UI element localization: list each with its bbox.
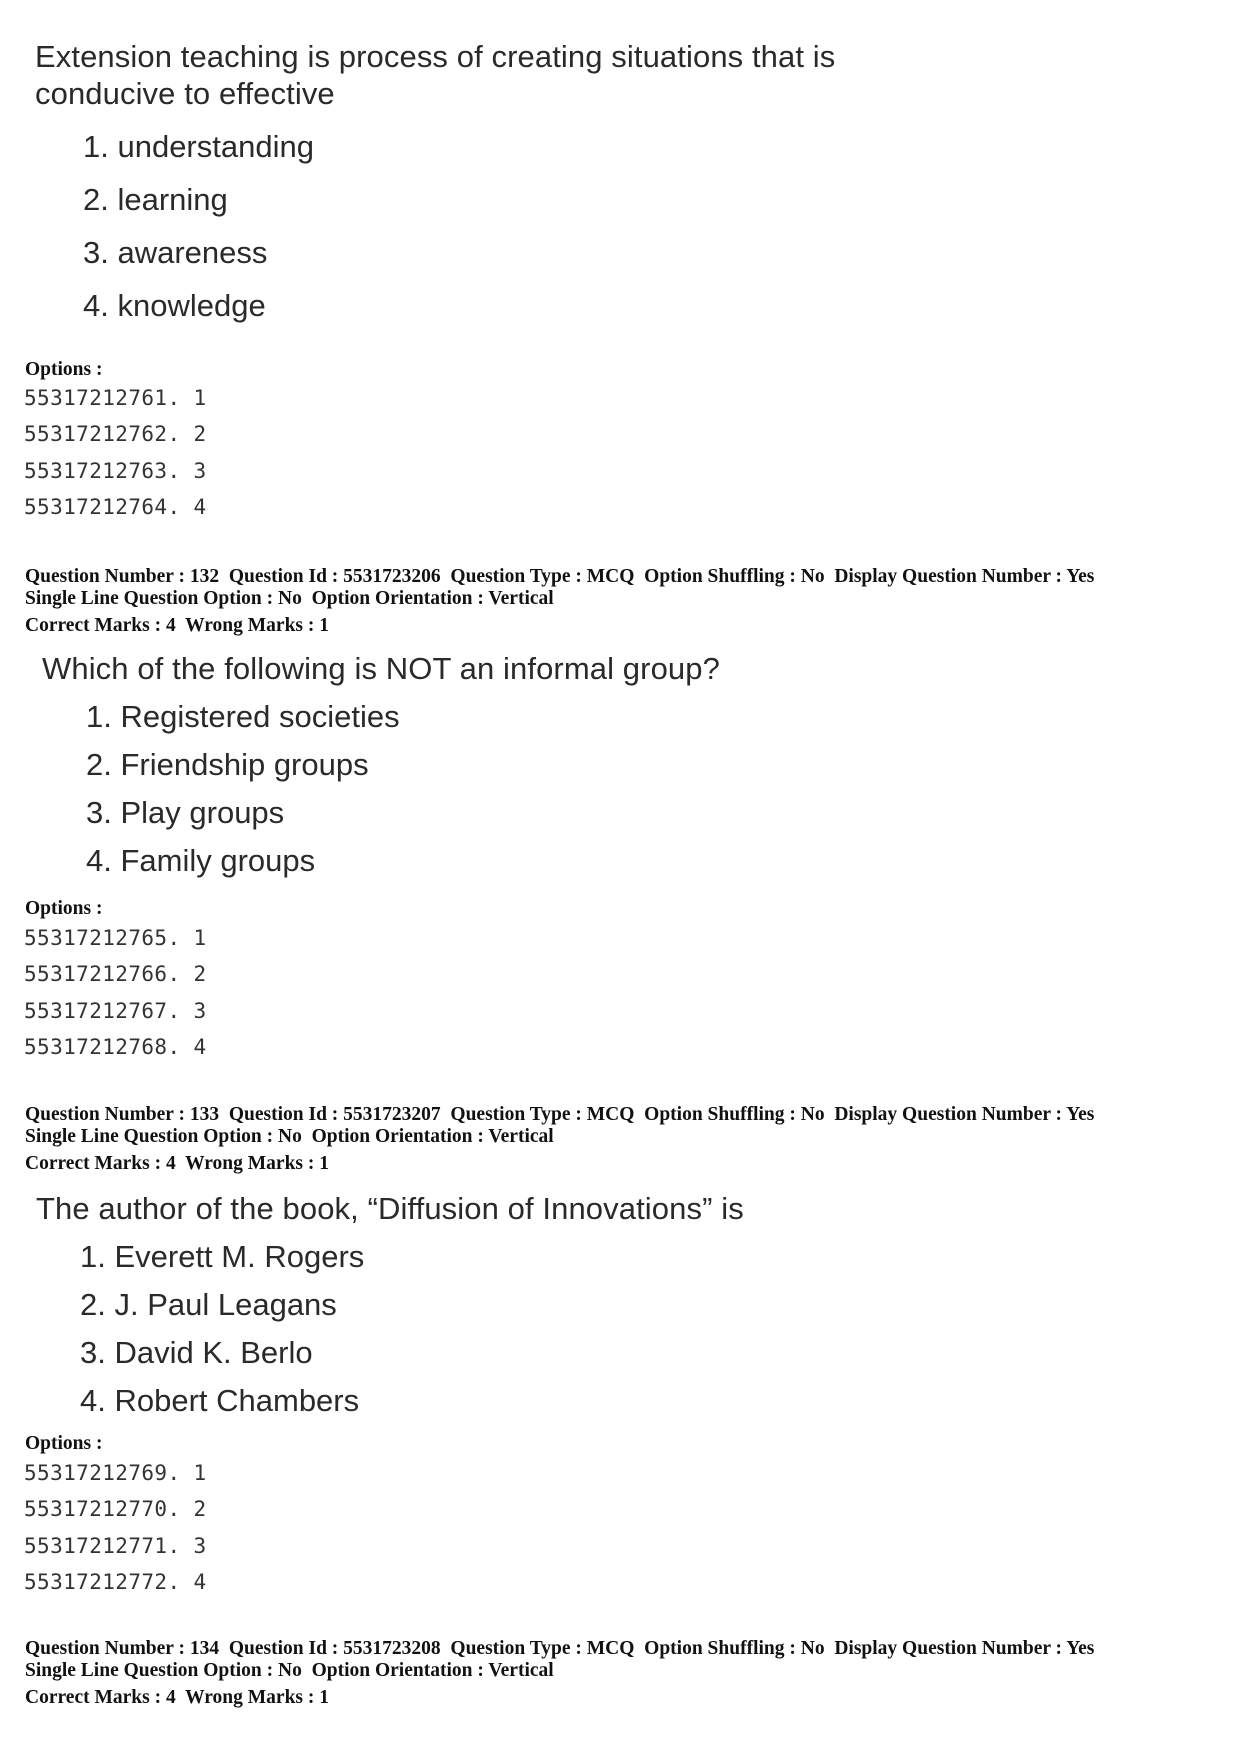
question-131-choice-2: 2. learning [83, 182, 228, 217]
question-132-choice-3: 3. Play groups [86, 795, 285, 830]
question-133-options-label: Options : [25, 1433, 103, 1454]
question-132-stem: Which of the following is NOT an informal group? [42, 651, 720, 686]
question-132-marks: Correct Marks : 4 Wrong Marks : 1 [25, 615, 330, 636]
question-134-marks: Correct Marks : 4 Wrong Marks : 1 [25, 1687, 330, 1708]
question-131-choice-3: 3. awareness [83, 235, 268, 270]
question-132-option-id-3: 55317212767. 3 [24, 999, 207, 1023]
question-131-option-id-4: 55317212764. 4 [24, 495, 207, 519]
question-133-stem: The author of the book, “Diffusion of Innovations” is [36, 1191, 744, 1226]
question-132-option-id-1: 55317212765. 1 [24, 926, 207, 950]
question-132-option-id-4: 55317212768. 4 [24, 1035, 207, 1059]
question-133-meta-line-1: Question Number : 133 Question Id : 5531723207 Question Type : MCQ Option Shuffling : No Display Question Number : Yes [25, 1104, 1095, 1125]
question-133-meta-line-2: Single Line Question Option : No Option Orientation : Vertical [25, 1126, 554, 1147]
question-133-choice-1: 1. Everett M. Rogers [80, 1239, 365, 1274]
question-132-choice-2: 2. Friendship groups [86, 747, 369, 782]
question-132-meta-line-1: Question Number : 132 Question Id : 5531723206 Question Type : MCQ Option Shuffling : No Display Question Number : Yes [25, 566, 1095, 587]
question-131-option-id-1: 55317212761. 1 [24, 386, 207, 410]
question-133-option-id-2: 55317212770. 2 [24, 1497, 207, 1521]
question-131-option-id-3: 55317212763. 3 [24, 459, 207, 483]
question-133-choice-3: 3. David K. Berlo [80, 1335, 313, 1370]
question-131-options-label: Options : [25, 359, 103, 380]
question-133-option-id-3: 55317212771. 3 [24, 1534, 207, 1558]
question-132-choice-4: 4. Family groups [86, 843, 316, 878]
question-132-choice-1: 1. Registered societies [86, 699, 400, 734]
question-133-option-id-4: 55317212772. 4 [24, 1570, 207, 1594]
question-131-option-id-2: 55317212762. 2 [24, 422, 207, 446]
question-133-marks: Correct Marks : 4 Wrong Marks : 1 [25, 1153, 330, 1174]
question-133-choice-4: 4. Robert Chambers [80, 1383, 360, 1418]
question-132-options-label: Options : [25, 898, 103, 919]
question-133-option-id-1: 55317212769. 1 [24, 1461, 207, 1485]
question-134-meta-line-1: Question Number : 134 Question Id : 5531723208 Question Type : MCQ Option Shuffling : No Display Question Number : Yes [25, 1638, 1095, 1659]
question-133-choice-2: 2. J. Paul Leagans [80, 1287, 337, 1322]
question-131-stem-line-1: Extension teaching is process of creating situations that is [35, 39, 836, 74]
question-131-choice-1: 1. understanding [83, 129, 314, 164]
question-132-meta-line-2: Single Line Question Option : No Option Orientation : Vertical [25, 588, 554, 609]
question-134-meta-line-2: Single Line Question Option : No Option Orientation : Vertical [25, 1660, 554, 1681]
question-131-stem-line-2: conducive to effective [35, 76, 335, 111]
question-132-option-id-2: 55317212766. 2 [24, 962, 207, 986]
question-131-choice-4: 4. knowledge [83, 288, 266, 323]
